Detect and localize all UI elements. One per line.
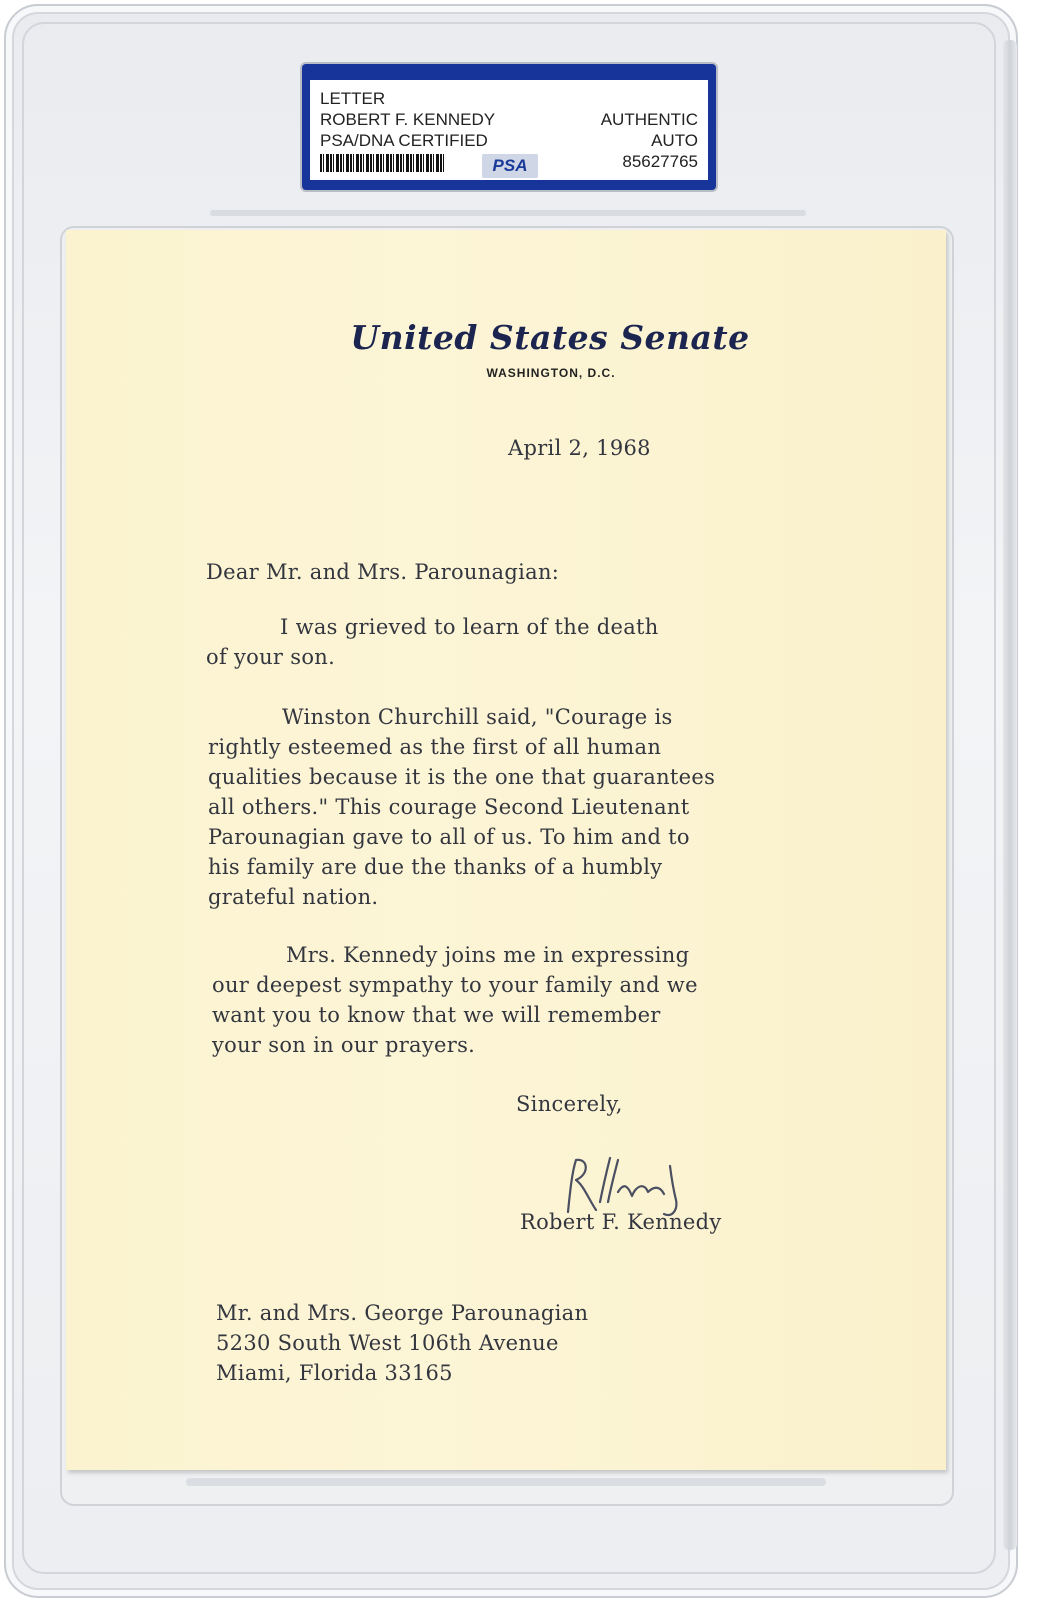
letter-salutation: Dear Mr. and Mrs. Parounagian: (206, 560, 560, 584)
letterhead-subtitle: WASHINGTON, D.C. (486, 366, 616, 380)
paragraph-line: grateful nation. (208, 885, 379, 909)
paragraph-line: qualities because it is the one that guarantees (208, 765, 716, 789)
letter-closing: Sincerely, (516, 1092, 623, 1116)
address-line: Mr. and Mrs. George Parounagian (216, 1301, 589, 1325)
label-left-column (320, 88, 495, 151)
address-line: 5230 South West 106th Avenue (216, 1331, 559, 1355)
letter-paper (66, 230, 946, 1470)
label-grade-line2: AUTO (651, 131, 698, 150)
label-certification: PSA/DNA CERTIFIED (320, 131, 488, 150)
paragraph-line: Mrs. Kennedy joins me in expressing (286, 943, 690, 967)
letter-signature-name: Robert F. Kennedy (520, 1210, 722, 1234)
paragraph-line: I was grieved to learn of the death (280, 615, 659, 639)
label-grade-line1: AUTHENTIC (600, 110, 698, 129)
certification-label (310, 80, 708, 180)
paragraph-line: our deepest sympathy to your family and we (212, 973, 698, 997)
letter-address-block (216, 1298, 588, 1388)
label-right-column (601, 109, 698, 172)
label-divider (210, 210, 806, 216)
letter-paragraph-1 (206, 612, 659, 672)
barcode (320, 154, 444, 172)
psa-logo: PSA (482, 154, 538, 178)
paragraph-line: rightly esteemed as the first of all human (208, 735, 662, 759)
paragraph-line: Winston Churchill said, "Courage is (282, 705, 673, 729)
paragraph-line: his family are due the thanks of a humbly (208, 855, 663, 879)
paragraph-line: Parounagian gave to all of us. To him and to (208, 825, 690, 849)
letter-paragraph-2 (208, 702, 715, 912)
paragraph-line: of your son. (206, 645, 336, 669)
slab-right-rail (1003, 40, 1017, 1550)
letter-paragraph-3 (212, 940, 698, 1060)
holder-bottom-rail (186, 1478, 826, 1486)
address-line: Miami, Florida 33165 (216, 1361, 453, 1385)
paragraph-line: want you to know that we will remember (212, 1003, 661, 1027)
paragraph-line: your son in our prayers. (212, 1033, 476, 1057)
letter-date: April 2, 1968 (508, 436, 651, 460)
label-signer: ROBERT F. KENNEDY (320, 110, 496, 129)
label-item-type: LETTER (320, 89, 386, 108)
letterhead-title: United States Senate (350, 318, 750, 357)
label-cert-number: 85627765 (622, 152, 698, 171)
paragraph-line: all others." This courage Second Lieutenant (208, 795, 690, 819)
